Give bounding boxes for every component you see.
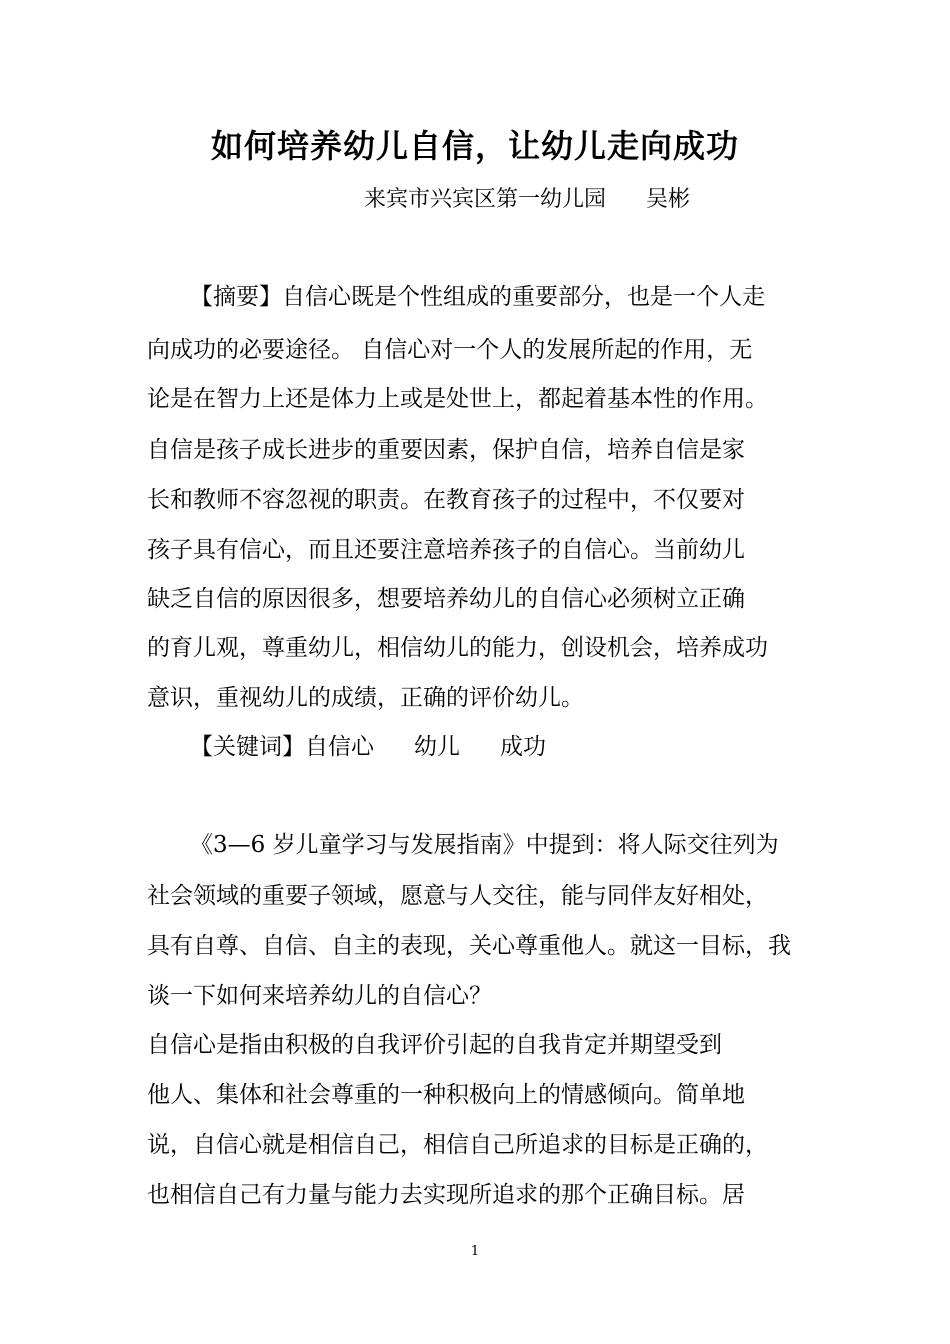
document-title: 如何培养幼儿自信，让幼儿走向成功 bbox=[210, 127, 739, 165]
body-line: 他人、集体和社会尊重的一种积极向上的情感倾向。简单地 bbox=[147, 1082, 745, 1108]
keywords-label: 【关键词】自信心 bbox=[190, 734, 374, 760]
abstract-line: 意识，重视幼儿的成绩，正确的评价幼儿。 bbox=[147, 685, 584, 711]
abstract-line: 论是在智力上还是体力上或是处世上，都起着基本性的作用。 bbox=[147, 386, 768, 412]
body-line: 具有自尊、自信、自主的表现，关心尊重他人。就这一目标，我 bbox=[147, 933, 791, 959]
abstract-line: 向成功的必要途径。 自信心对一个人的发展所起的作用，无 bbox=[147, 337, 753, 363]
body-line: 谈一下如何来培养幼儿的自信心？ bbox=[147, 983, 492, 1009]
keyword: 成功 bbox=[500, 734, 546, 760]
page-number: 1 bbox=[470, 1244, 480, 1259]
abstract-line: 的育儿观，尊重幼儿，相信幼儿的能力，创设机会，培养成功 bbox=[147, 635, 768, 661]
abstract-line: 缺乏自信的原因很多，想要培养幼儿的自信心必须树立正确 bbox=[147, 586, 745, 612]
keyword: 幼儿 bbox=[414, 734, 460, 760]
body-line: 说，自信心就是相信自己，相信自己所追求的目标是正确的， bbox=[147, 1132, 768, 1158]
author-organization: 来宾市兴宾区第一幼儿园 bbox=[364, 187, 607, 212]
body-line: 社会领域的重要子领域，愿意与人交往，能与同伴友好相处， bbox=[147, 883, 768, 909]
author-line bbox=[364, 185, 690, 215]
author-name: 吴彬 bbox=[646, 187, 691, 212]
keywords-line bbox=[190, 732, 546, 762]
abstract-line: 长和教师不容忽视的职责。在教育孩子的过程中，不仅要对 bbox=[147, 487, 745, 513]
body-line: 也相信自己有力量与能力去实现所追求的那个正确目标。居 bbox=[147, 1182, 745, 1208]
body-line: 《3—6 岁儿童学习与发展指南》中提到：将人际交往列为 bbox=[190, 832, 779, 858]
body-line: 自信心是指由积极的自我评价引起的自我肯定并期望受到 bbox=[147, 1032, 722, 1058]
abstract-line: 孩子具有信心，而且还要注意培养孩子的自信心。当前幼儿 bbox=[147, 537, 745, 563]
abstract-line: 【摘要】自信心既是个性组成的重要部分，也是一个人走 bbox=[190, 284, 765, 310]
abstract-line: 自信是孩子成长进步的重要因素，保护自信，培养自信是家 bbox=[147, 437, 745, 463]
